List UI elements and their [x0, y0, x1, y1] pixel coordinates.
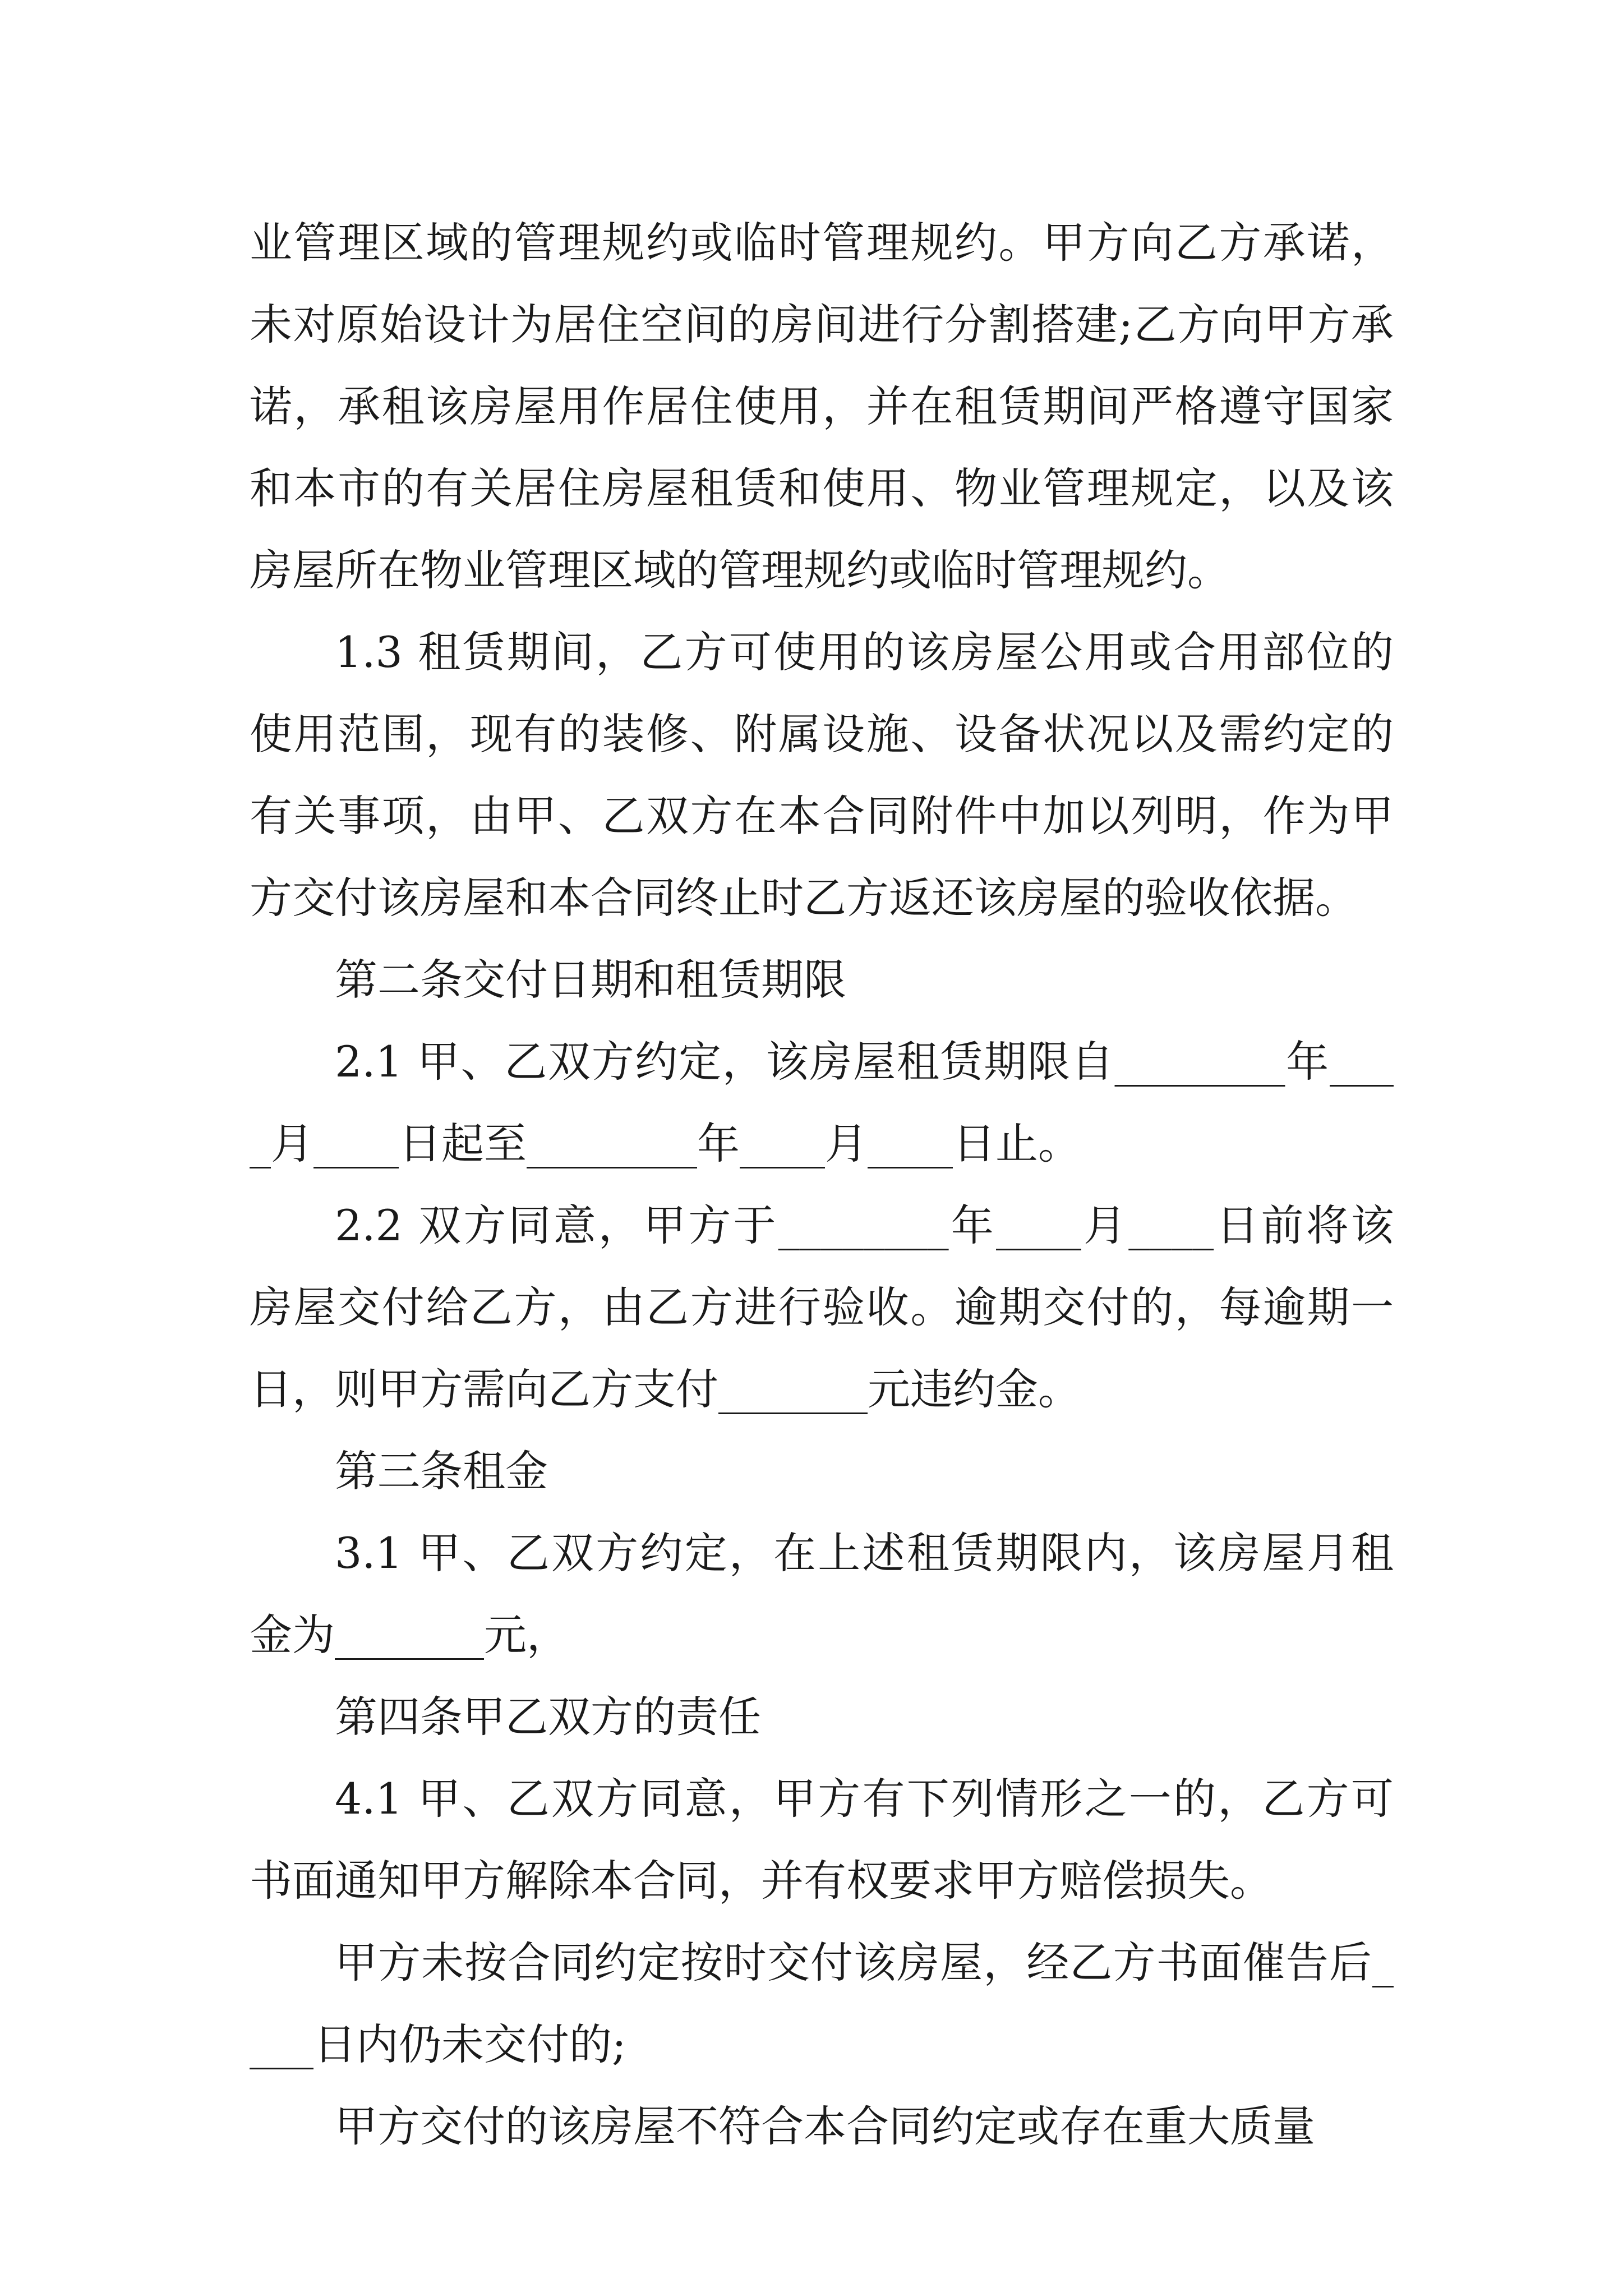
paragraph-1: 业管理区域的管理规约或临时管理规约。甲方向乙方承诺，未对原始设计为居住空间的房间进行分割搭建;乙方向甲方承诺，承租该房屋用作居住使用，并在租赁期间严格遵守国家和本市的有关居住房屋租赁和使用、物业管理规定，以及该房屋所在物业管理区域的管理规约或临时管理规约。	[250, 218, 1394, 595]
document-page	[250, 202, 1394, 2168]
paragraph-1-3: 1.3 租赁期间，乙方可使用的该房屋公用或合用部位的使用范围，现有的装修、附属设施、设备状况以及需约定的有关事项，由甲、乙双方在本合同附件中加以列明，作为甲方交付该房屋和本合同终止时乙方返还该房屋的验收依据。	[250, 627, 1394, 923]
section-heading-2: 第二条交付日期和租赁期限	[335, 955, 846, 1005]
paragraph-3-1: 3.1 甲、乙双方约定，在上述租赁期限内，该房屋月租金为_______元，	[250, 1528, 1394, 1660]
paragraph-2-1: 2.1 甲、乙双方约定，该房屋租赁期限自________年____月____日起至________年____月____日止。	[250, 1037, 1394, 1168]
paragraph-4-1-a: 甲方未按合同约定按时交付该房屋，经乙方书面催告后____日内仍未交付的;	[250, 1938, 1394, 2069]
paragraph-4-1: 4.1 甲、乙双方同意，甲方有下列情形之一的，乙方可书面通知甲方解除本合同，并有权要求甲方赔偿损失。	[250, 1774, 1394, 1906]
section-heading-4: 第四条甲乙双方的责任	[335, 1692, 761, 1742]
section-heading-3: 第三条租金	[335, 1446, 548, 1496]
paragraph-2-2: 2.2 双方同意，甲方于________年____月____日前将该房屋交付给乙方，由乙方进行验收。逾期交付的，每逾期一日，则甲方需向乙方支付_______元违约金。	[250, 1200, 1394, 1414]
paragraph-4-1-b: 甲方交付的该房屋不符合本合同约定或存在重大质量	[335, 2101, 1315, 2151]
